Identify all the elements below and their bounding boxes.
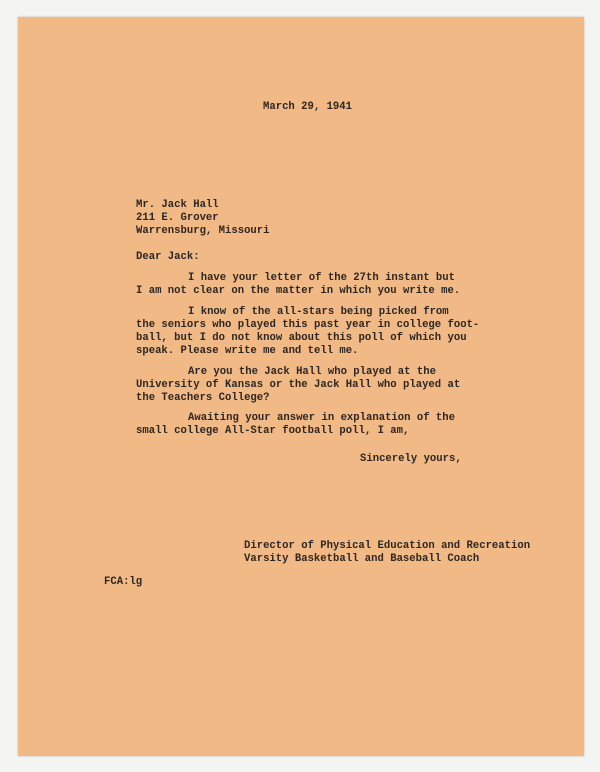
body-line: ball, but I do not know about this poll of which you <box>136 332 467 344</box>
body-line: small college All-Star football poll, I am, <box>136 425 410 437</box>
reference-initials: FCA:lg <box>104 576 143 588</box>
signature-title: Director of Physical Education and Recreation <box>244 540 531 552</box>
body-line: speak. Please write me and tell me. <box>136 345 359 357</box>
body-line: the Teachers College? <box>136 392 270 404</box>
body-line: Are you the Jack Hall who played at the <box>188 366 436 378</box>
body-line: I have your letter of the 27th instant but <box>188 272 456 284</box>
signature-title: Varsity Basketball and Baseball Coach <box>244 553 480 565</box>
letter-sheet <box>18 17 584 756</box>
recipient-street: 211 E. Grover <box>136 212 219 224</box>
body-line: I am not clear on the matter in which you write me. <box>136 285 461 297</box>
letter-date: March 29, 1941 <box>263 101 353 113</box>
body-line: I know of the all-stars being picked from <box>188 306 449 318</box>
body-line: Awaiting your answer in explanation of the <box>188 412 456 424</box>
body-line: University of Kansas or the Jack Hall who played at <box>136 379 461 391</box>
body-line: the seniors who played this past year in college foot- <box>136 319 480 331</box>
recipient-name: Mr. Jack Hall <box>136 199 219 211</box>
salutation: Dear Jack: <box>136 251 200 263</box>
closing: Sincerely yours, <box>360 453 462 465</box>
recipient-city: Warrensburg, Missouri <box>136 225 270 237</box>
